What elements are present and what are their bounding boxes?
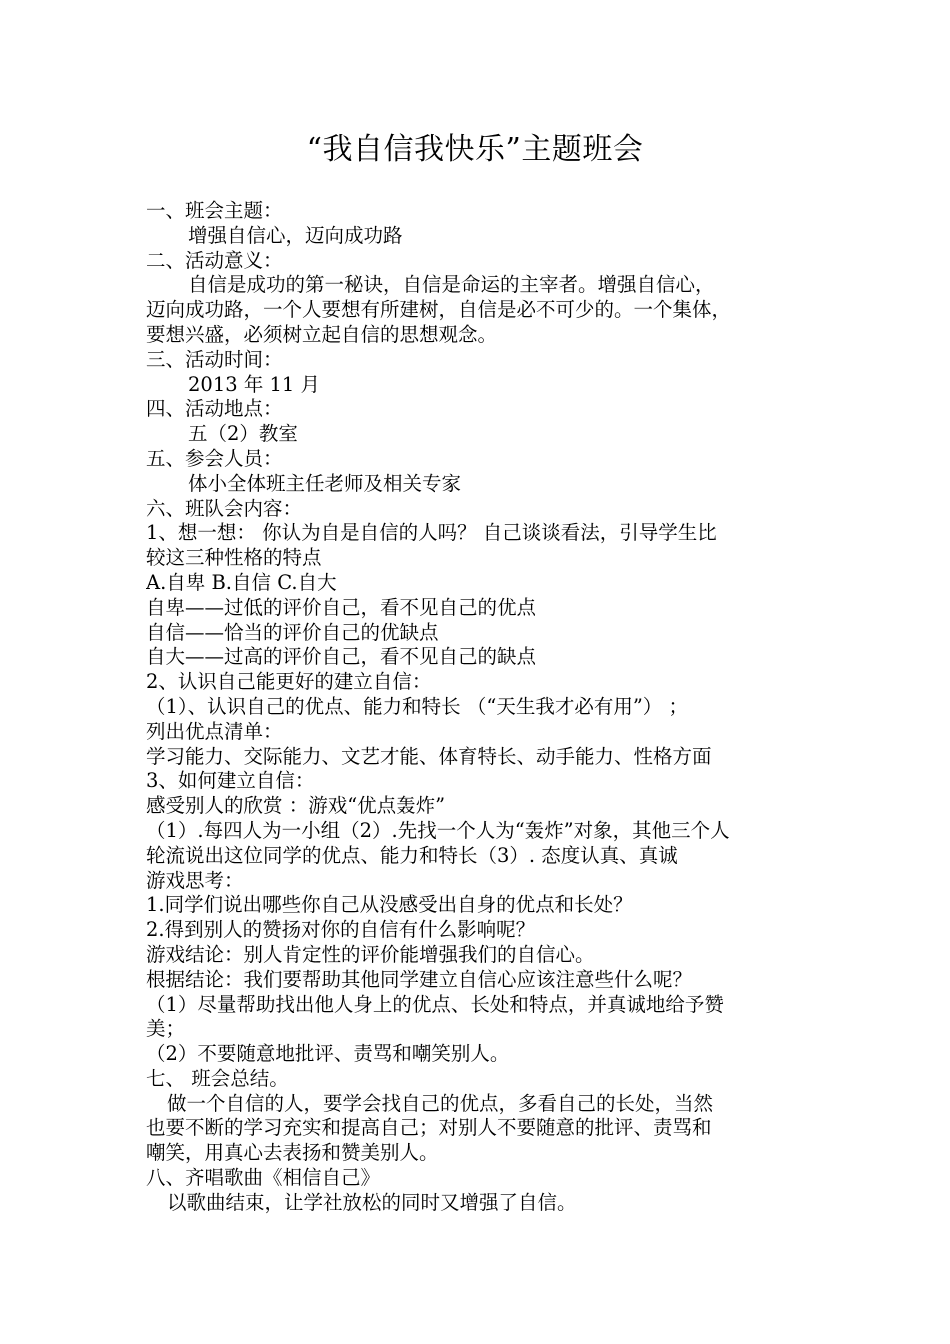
text-line: 一、班会主题： xyxy=(146,199,283,222)
text-line: 美； xyxy=(146,1017,186,1041)
text-line: （1）尽量帮助找出他人身上的优点、长处和特点，并真诚地给予赞 xyxy=(146,992,724,1016)
text-line: 做一个自信的人，要学会找自己的优点，多看自己的长处，当然 xyxy=(167,1091,714,1115)
text-line: 自信是成功的第一秘诀，自信是命运的主宰者。增强自信心， xyxy=(188,273,715,297)
text-line: 2.得到别人的赞扬对你的自信有什么影响呢？ xyxy=(146,918,536,942)
text-line: 五、参会人员： xyxy=(146,446,283,470)
text-line: 增强自信心，迈向成功路 xyxy=(188,223,403,247)
text-line: 2013 年 11 月 xyxy=(188,372,321,396)
text-line: 较这三种性格的特点 xyxy=(146,546,322,570)
text-line: 自信——恰当的评价自己的优缺点 xyxy=(146,620,439,644)
text-line: 体小全体班主任老师及相关专家 xyxy=(188,471,462,495)
text-line: 六、班队会内容： xyxy=(146,496,303,520)
text-line: 游戏思考： xyxy=(146,868,244,892)
text-line: （1）、认识自己的优点、能力和特长 （“天生我才必有用”） ； xyxy=(146,694,688,718)
text-line: A.自卑 B.自信 C.自大 xyxy=(146,570,337,594)
text-line: 自卑——过低的评价自己，看不见自己的优点 xyxy=(146,595,537,619)
text-line: 二、活动意义： xyxy=(146,248,283,272)
text-line: 迈向成功路，一个人要想有所建树，自信是必不可少的。一个集体， xyxy=(146,298,732,322)
text-line: 自大——过高的评价自己，看不见自己的缺点 xyxy=(146,645,537,669)
text-line: 八、齐唱歌曲《相信自己》 xyxy=(146,1166,381,1190)
text-line: 学习能力、交际能力、文艺才能、体育特长、动手能力、性格方面 xyxy=(146,744,712,768)
text-line: 四、活动地点： xyxy=(146,397,283,421)
document-title: “我自信我快乐”主题班会 xyxy=(306,132,644,167)
text-line: 轮流说出这位同学的优点、能力和特长（3）. 态度认真、真诚 xyxy=(146,843,678,867)
text-line: （2）不要随意地批评、责骂和嘲笑别人。 xyxy=(146,1042,510,1066)
text-line: 嘲笑，用真心去表扬和赞美别人。 xyxy=(146,1141,439,1165)
document-body xyxy=(146,199,814,1216)
text-line: 七、 班会总结。 xyxy=(146,1066,289,1090)
text-line: 2、认识自己能更好的建立自信： xyxy=(146,670,432,694)
text-line: 1.同学们说出哪些你自己从没感受出自身的优点和长处？ xyxy=(146,893,633,917)
text-line: 要想兴盛，必须树立起自信的思想观念。 xyxy=(146,322,498,346)
text-line: 根据结论：我们要帮助其他同学建立自信心应该注意些什么呢？ xyxy=(146,967,693,991)
text-line: 3、如何建立自信： xyxy=(146,769,315,793)
text-line: 感受别人的欣赏 ：游戏“优点轰炸” xyxy=(146,794,446,818)
text-line: 以歌曲结束，让学社放松的同时又增强了自信。 xyxy=(167,1190,577,1214)
text-line: 游戏结论：别人肯定性的评价能增强我们的自信心。 xyxy=(146,942,595,966)
text-line: 1、想一想： 你认为自是自信的人吗？ 自己谈谈看法，引导学生比 xyxy=(146,521,717,545)
text-line: 三、活动时间： xyxy=(146,347,283,371)
text-line: （1）.每四人为一小组（2）.先找一个人为“轰炸”对象，其他三个人 xyxy=(146,818,730,842)
text-line: 列出优点清单： xyxy=(146,719,283,743)
text-line: 也要不断的学习充实和提高自己；对别人不要随意的批评、责骂和 xyxy=(146,1116,712,1140)
text-line: 五（2）教室 xyxy=(188,422,298,446)
